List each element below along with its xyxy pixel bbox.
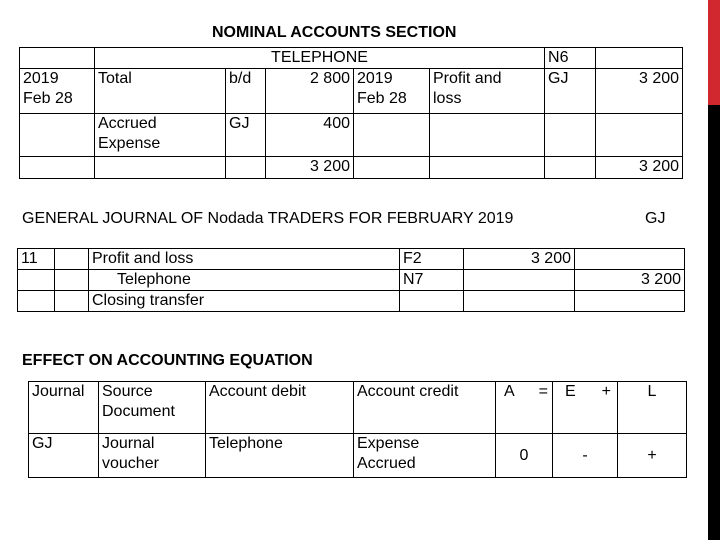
credit-amount: 3 200 [596, 69, 683, 114]
table-row: Closing transfer [18, 291, 685, 312]
header-liabilities: L [618, 382, 687, 434]
header-equity: E + [553, 382, 618, 434]
debit-folio: b/d [226, 69, 266, 114]
general-journal [17, 248, 685, 312]
journal-code: GJ [645, 210, 666, 227]
table-row: Telephone N7 3 200 [18, 270, 685, 291]
header-assets: A = [496, 382, 553, 434]
row-liabilities: + [618, 434, 687, 478]
journal-title: GENERAL JOURNAL OF Nodada TRADERS FOR FEBRUARY 2019 [22, 210, 514, 227]
folio: N6 [545, 48, 596, 69]
row-debit: Telephone [206, 434, 354, 478]
debit-amount: 400 [266, 114, 354, 157]
credit-total: 3 200 [596, 157, 683, 179]
account-name: TELEPHONE [95, 48, 545, 69]
header-journal: Journal [29, 382, 99, 434]
table-row: 11 Profit and loss F2 3 200 [18, 249, 685, 270]
row-journal: GJ [29, 434, 99, 478]
debit-amount: 2 800 [266, 69, 354, 114]
row-equity: - [553, 434, 618, 478]
header-credit: Account credit [354, 382, 496, 434]
credit-date: 2019 Feb 28 [354, 69, 430, 114]
accounting-equation-table [28, 381, 687, 478]
debit-details: Accrued Expense [95, 114, 226, 157]
row-source: Journal voucher [99, 434, 206, 478]
credit-folio: GJ [545, 69, 596, 114]
accent-bar-black [708, 105, 720, 540]
row-assets: 0 [496, 434, 553, 478]
row-credit: Expense Accrued [354, 434, 496, 478]
section-title: NOMINAL ACCOUNTS SECTION [212, 24, 457, 41]
header-source: Source Document [99, 382, 206, 434]
effect-title: EFFECT ON ACCOUNTING EQUATION [22, 352, 313, 369]
debit-details: Total [95, 69, 226, 114]
debit-total: 3 200 [266, 157, 354, 179]
telephone-ledger [19, 47, 683, 179]
accent-bar-red [708, 0, 720, 105]
credit-details: Profit and loss [430, 69, 545, 114]
header-debit: Account debit [206, 382, 354, 434]
debit-date: 2019 Feb 28 [20, 69, 95, 114]
debit-folio: GJ [226, 114, 266, 157]
